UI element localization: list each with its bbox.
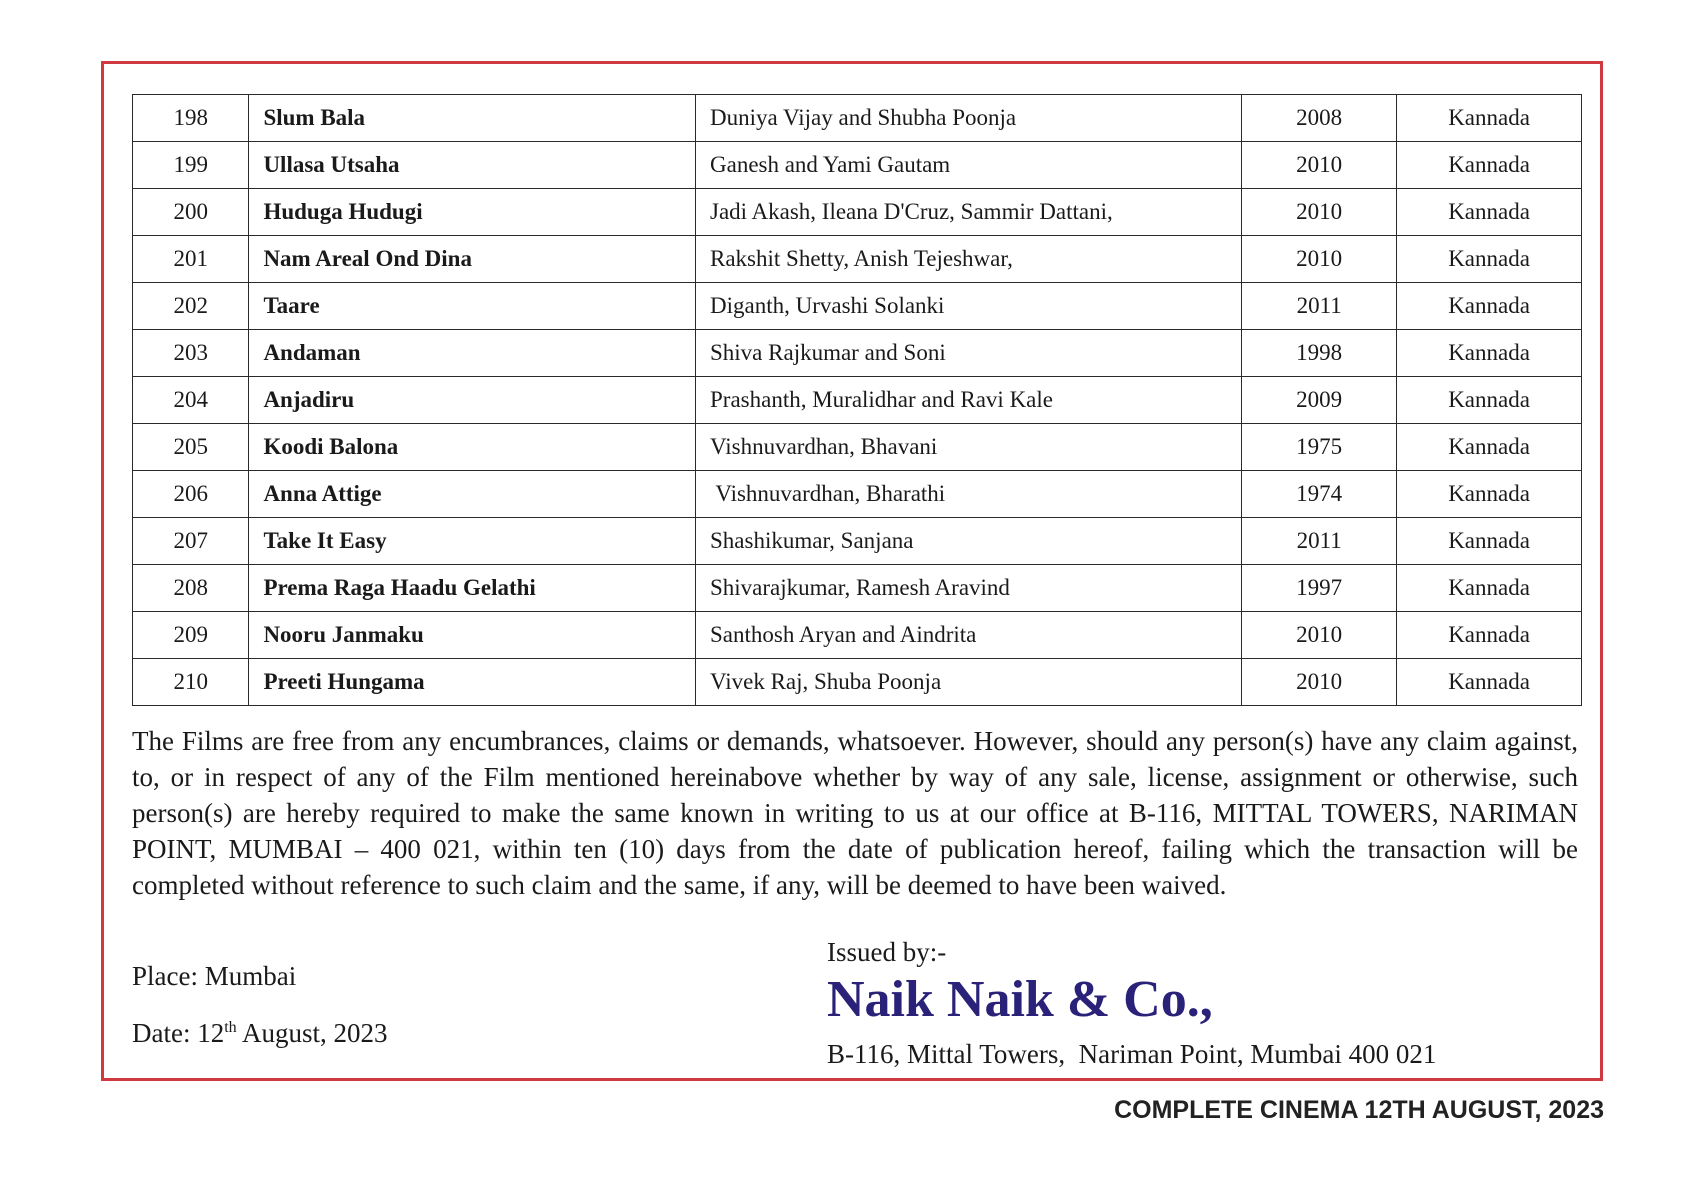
notice-box xyxy=(101,61,1603,1081)
film-cast: Shivarajkumar, Ramesh Aravind xyxy=(696,565,1242,612)
date-line xyxy=(132,1018,387,1049)
date-prefix: Date: 12 xyxy=(132,1018,225,1048)
film-year: 2010 xyxy=(1242,612,1397,659)
date-ordinal-suffix: th xyxy=(224,1019,237,1036)
film-language: Kannada xyxy=(1397,471,1582,518)
film-year: 1975 xyxy=(1242,424,1397,471)
film-language: Kannada xyxy=(1397,236,1582,283)
film-cast: Rakshit Shetty, Anish Tejeshwar, xyxy=(696,236,1242,283)
table-row xyxy=(133,377,1582,424)
film-language: Kannada xyxy=(1397,189,1582,236)
film-cast: Santhosh Aryan and Aindrita xyxy=(696,612,1242,659)
film-title: Nooru Janmaku xyxy=(249,612,696,659)
place-line: Place: Mumbai xyxy=(132,961,297,991)
film-year: 2008 xyxy=(1242,95,1397,142)
film-cast: Vivek Raj, Shuba Poonja xyxy=(696,659,1242,706)
table-row xyxy=(133,236,1582,283)
table-row xyxy=(133,330,1582,377)
publication-footer: COMPLETE CINEMA 12TH AUGUST, 2023 xyxy=(1114,1096,1604,1124)
disclaimer-paragraph: The Films are free from any encumbrances, claims or demands, whatsoever. However, should any person(s) have any claim against, to, or in respect of any of the Film mentioned hereinabove whether by way of any sale, license, assignment or otherwise, such person(s) are hereby required to make the same known in writing to us at our office at B-116, MITTAL TOWERS, NARIMAN POINT, MUMBAI – 400 021, within ten (10) days from the date of publication hereof, failing which the transaction will be completed without reference to such claim and the same, if any, will be deemed to have been waived. xyxy=(132,726,1578,900)
date-rest: August, 2023 xyxy=(236,1018,388,1048)
film-table xyxy=(132,94,1582,706)
film-language: Kannada xyxy=(1397,95,1582,142)
table-row xyxy=(133,283,1582,330)
film-cast: Shiva Rajkumar and Soni xyxy=(696,330,1242,377)
film-language: Kannada xyxy=(1397,518,1582,565)
film-language: Kannada xyxy=(1397,142,1582,189)
table-row xyxy=(133,565,1582,612)
film-cast: Vishnuvardhan, Bhavani xyxy=(696,424,1242,471)
film-number: 201 xyxy=(133,236,249,283)
film-number: 202 xyxy=(133,283,249,330)
film-title: Slum Bala xyxy=(249,95,696,142)
film-table-body xyxy=(133,95,1582,706)
film-title: Nam Areal Ond Dina xyxy=(249,236,696,283)
film-cast: Diganth, Urvashi Solanki xyxy=(696,283,1242,330)
film-language: Kannada xyxy=(1397,612,1582,659)
film-number: 210 xyxy=(133,659,249,706)
issued-by-label: Issued by:- xyxy=(827,937,947,967)
film-title: Anna Attige xyxy=(249,471,696,518)
film-title: Take It Easy xyxy=(249,518,696,565)
film-title: Prema Raga Haadu Gelathi xyxy=(249,565,696,612)
film-number: 203 xyxy=(133,330,249,377)
table-row xyxy=(133,659,1582,706)
firm-address: B-116, Mittal Towers, Nariman Point, Mumbai 400 021 xyxy=(827,1039,1437,1069)
film-title: Preeti Hungama xyxy=(249,659,696,706)
film-cast: Ganesh and Yami Gautam xyxy=(696,142,1242,189)
film-year: 2010 xyxy=(1242,189,1397,236)
film-year: 1998 xyxy=(1242,330,1397,377)
film-title: Huduga Hudugi xyxy=(249,189,696,236)
film-year: 1997 xyxy=(1242,565,1397,612)
table-row xyxy=(133,612,1582,659)
table-row xyxy=(133,424,1582,471)
film-number: 209 xyxy=(133,612,249,659)
film-title: Andaman xyxy=(249,330,696,377)
film-language: Kannada xyxy=(1397,283,1582,330)
film-cast: Vishnuvardhan, Bharathi xyxy=(696,471,1242,518)
film-language: Kannada xyxy=(1397,424,1582,471)
film-year: 2009 xyxy=(1242,377,1397,424)
film-title: Koodi Balona xyxy=(249,424,696,471)
film-cast: Shashikumar, Sanjana xyxy=(696,518,1242,565)
film-cast: Prashanth, Muralidhar and Ravi Kale xyxy=(696,377,1242,424)
table-row xyxy=(133,95,1582,142)
film-year: 1974 xyxy=(1242,471,1397,518)
film-language: Kannada xyxy=(1397,377,1582,424)
film-title: Taare xyxy=(249,283,696,330)
film-title: Ullasa Utsaha xyxy=(249,142,696,189)
film-number: 207 xyxy=(133,518,249,565)
film-number: 208 xyxy=(133,565,249,612)
film-language: Kannada xyxy=(1397,330,1582,377)
film-year: 2010 xyxy=(1242,659,1397,706)
film-language: Kannada xyxy=(1397,565,1582,612)
film-number: 206 xyxy=(133,471,249,518)
film-number: 199 xyxy=(133,142,249,189)
film-cast: Jadi Akash, Ileana D'Cruz, Sammir Dattani, xyxy=(696,189,1242,236)
film-title: Anjadiru xyxy=(249,377,696,424)
film-language: Kannada xyxy=(1397,659,1582,706)
film-year: 2011 xyxy=(1242,518,1397,565)
film-number: 198 xyxy=(133,95,249,142)
firm-name: Naik Naik & Co., xyxy=(827,971,1213,1028)
film-number: 205 xyxy=(133,424,249,471)
film-year: 2010 xyxy=(1242,142,1397,189)
table-row xyxy=(133,518,1582,565)
table-row xyxy=(133,471,1582,518)
film-year: 2011 xyxy=(1242,283,1397,330)
film-year: 2010 xyxy=(1242,236,1397,283)
table-row xyxy=(133,142,1582,189)
film-number: 200 xyxy=(133,189,249,236)
film-number: 204 xyxy=(133,377,249,424)
film-cast: Duniya Vijay and Shubha Poonja xyxy=(696,95,1242,142)
table-row xyxy=(133,189,1582,236)
